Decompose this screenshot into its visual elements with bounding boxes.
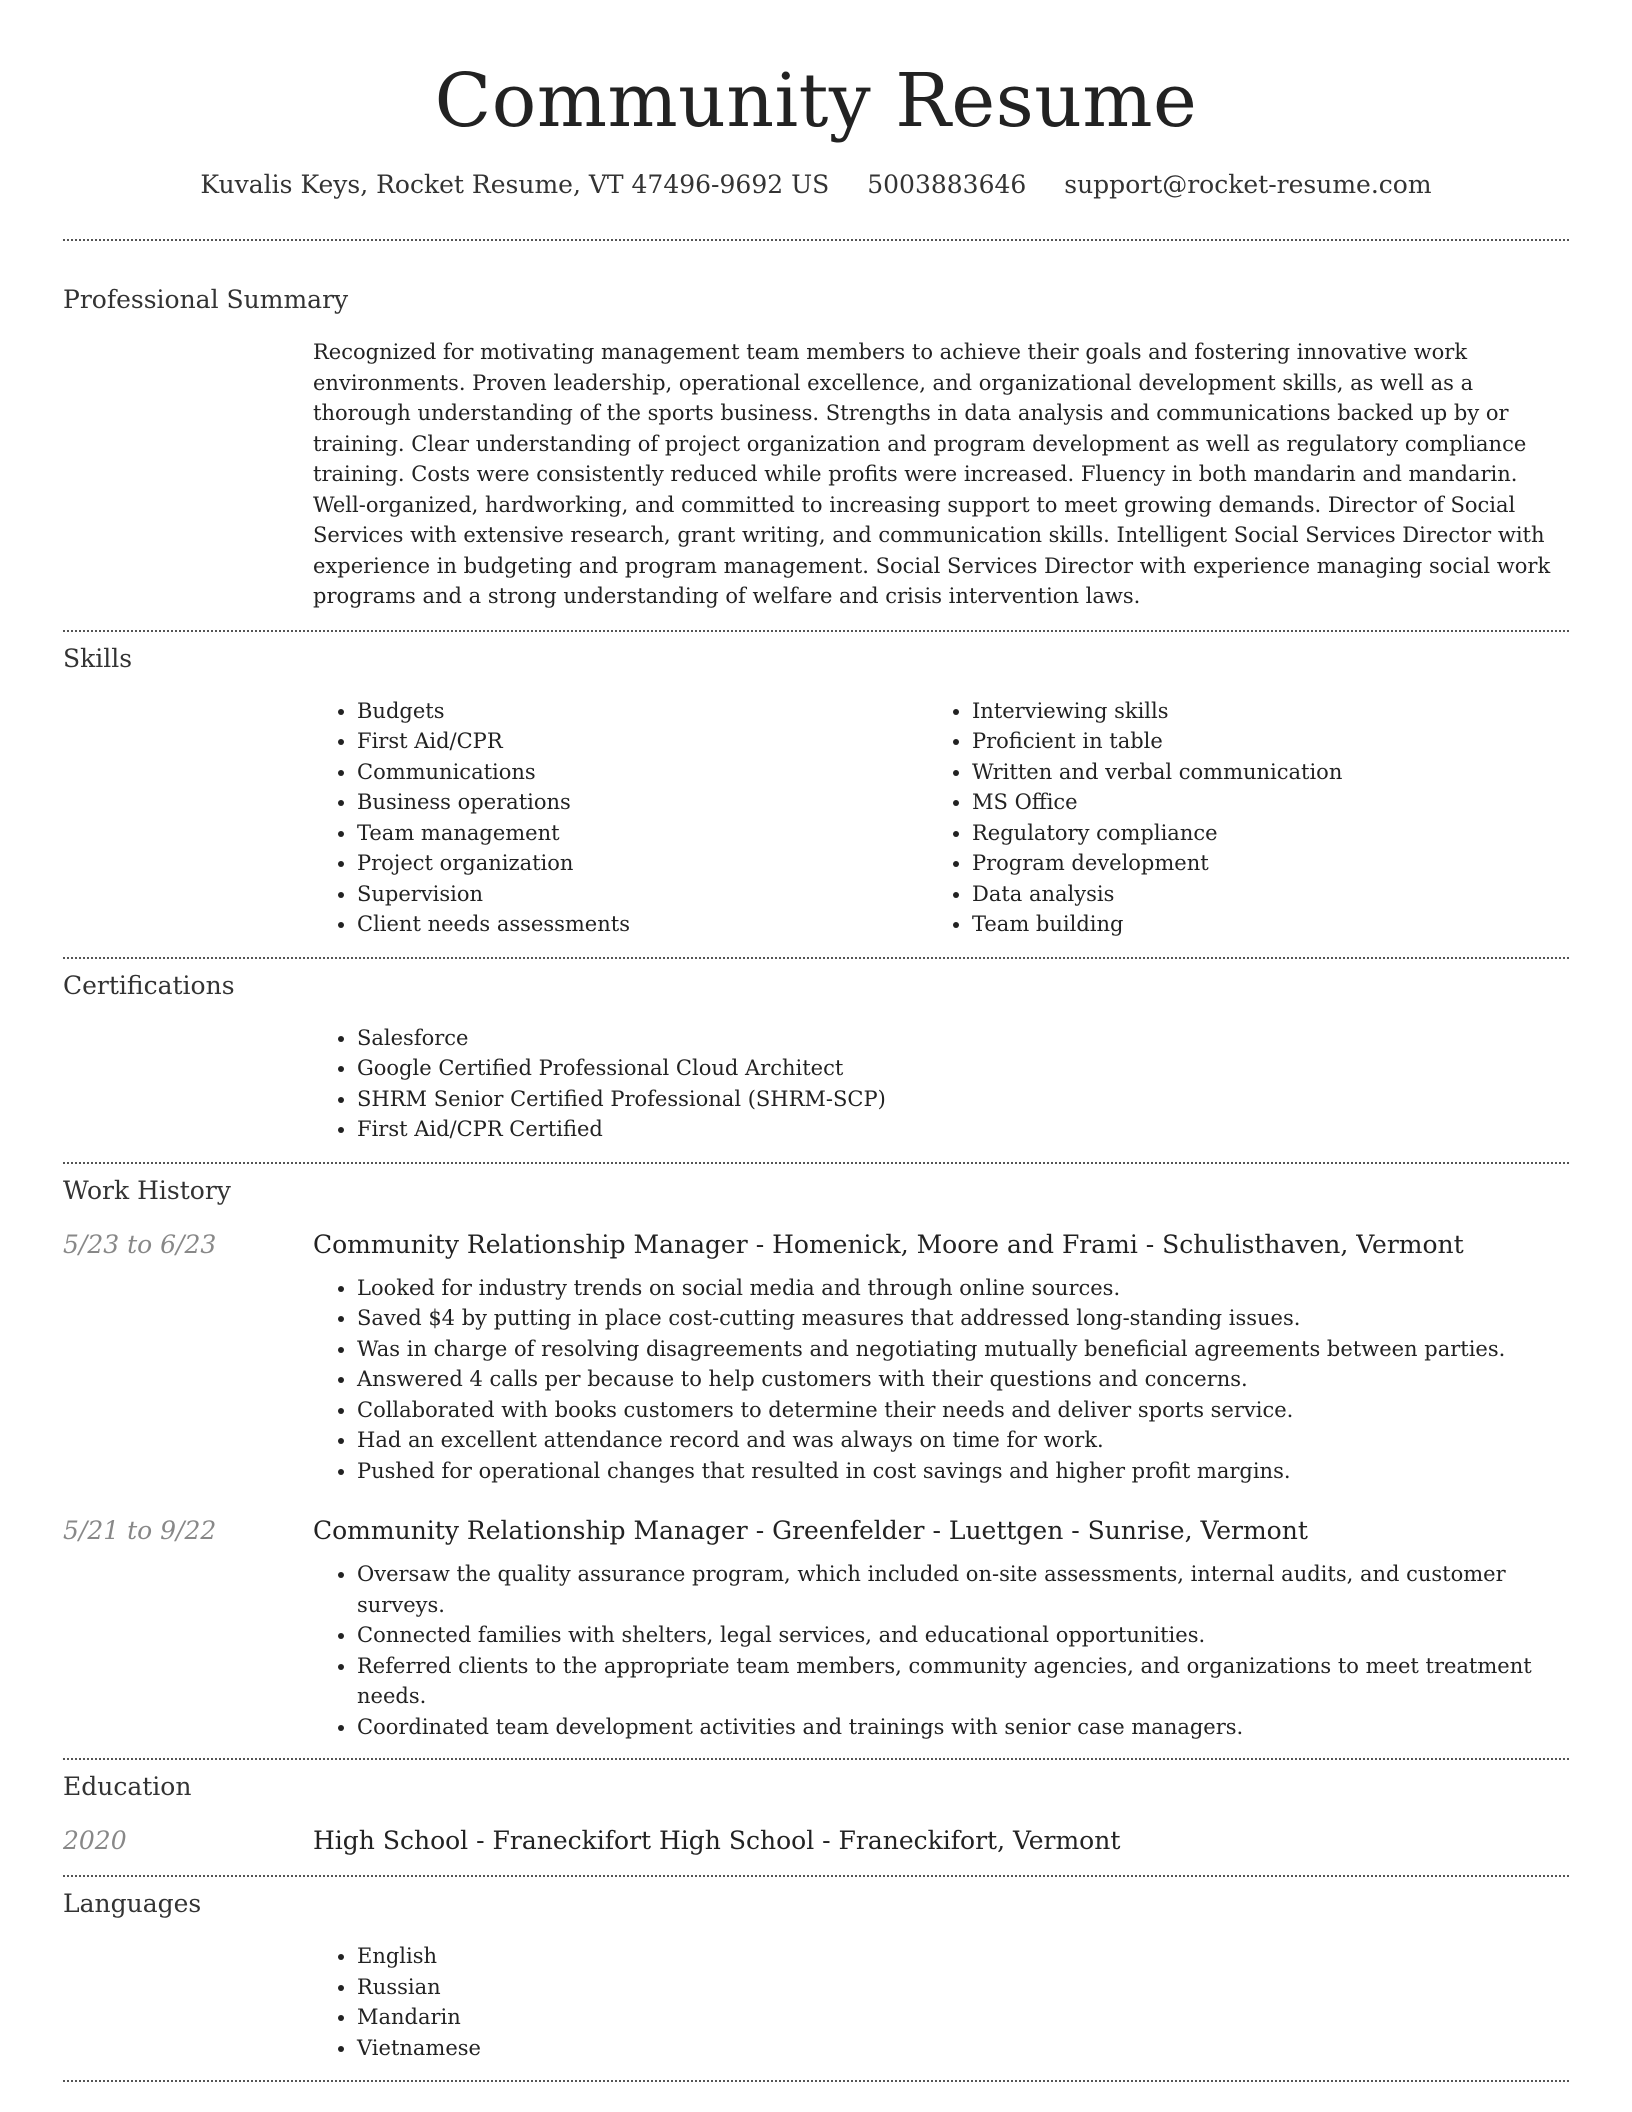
contact-line xyxy=(63,170,1569,199)
section-title-certifications: Certifications xyxy=(63,970,235,1000)
skill-item: • Communications xyxy=(357,757,928,788)
section-title-skills: Skills xyxy=(63,643,133,673)
job-bullet: • Looked for industry trends on social media and through online sources. xyxy=(357,1273,1569,1304)
job-bullet: • Coordinated team development activities and trainings with senior case managers. xyxy=(357,1712,1569,1743)
languages-body xyxy=(313,1941,1569,2080)
language-item: • Mandarin xyxy=(357,2002,1569,2033)
job-bullet: • Had an excellent attendance record and was always on time for work. xyxy=(357,1425,1569,1456)
skills-section xyxy=(63,632,1569,957)
certification-item: • Google Certified Professional Cloud Architect xyxy=(357,1053,1569,1084)
summary-text: Recognized for motivating management team members to achieve their goals and fostering innovative work environments. Proven leadership, operational excellence, and organizational development skills, as well as a thorough understanding of the sports business. Strengths in data analysis and communications backed up by or training. Clear understanding of project organization and program development as well as regulatory compliance training. Costs were consistently reduced while profits were increased. Fluency in both mandarin and mandarin. Well-organized, hardworking, and committed to increasing support to meet growing demands. Director of Social Services with extensive research, grant writing, and communication skills. Intelligent Social Services Director with experience in budgeting and program management. Social Services Director with experience managing social work programs and a strong understanding of welfare and crisis intervention laws. xyxy=(313,340,1551,608)
skill-item: • Data analysis xyxy=(972,879,1543,910)
section-title-languages: Languages xyxy=(63,1889,202,1918)
language-item: • Vietnamese xyxy=(357,2033,1569,2064)
certification-item: • SHRM Senior Certified Professional (SHRM-SCP) xyxy=(357,1084,1569,1115)
section-title-work-history: Work History xyxy=(63,1175,231,1205)
skill-item: • Team management xyxy=(357,818,928,849)
job-bullet: • Was in charge of resolving disagreements and negotiating mutually beneficial agreements between parties. xyxy=(357,1334,1569,1365)
job-bullet: • Referred clients to the appropriate team members, community agencies, and organizations to meet treatment needs. xyxy=(357,1651,1569,1712)
languages-list xyxy=(313,1941,1569,2063)
job-title: Community Relationship Manager - Greenfelder - Luettgen - Sunrise, Vermont xyxy=(313,1516,1308,1545)
job-date: 5/23 to 6/23 xyxy=(63,1229,217,1259)
job-bullets xyxy=(313,1273,1569,1487)
skill-item: • Written and verbal communication xyxy=(972,757,1543,788)
skill-item: • Interviewing skills xyxy=(972,696,1543,727)
education-title: High School - Franeckifort High School - Franeckifort, Vermont xyxy=(313,1826,1121,1855)
job-bullet: • Saved $4 by putting in place cost-cutting measures that addressed long-standing issues. xyxy=(357,1303,1569,1334)
job-bullet-list xyxy=(313,1273,1569,1487)
language-item: • English xyxy=(357,1941,1569,1972)
summary-section xyxy=(63,241,1569,630)
contact-email: support@rocket-resume.com xyxy=(1064,170,1432,199)
section-title-education: Education xyxy=(63,1772,192,1801)
skill-item: • Client needs assessments xyxy=(357,909,928,940)
job-bullet: • Connected families with shelters, legal services, and educational opportunities. xyxy=(357,1620,1569,1651)
job-title: Community Relationship Manager - Homenick, Moore and Frami - Schulisthaven, Vermont xyxy=(313,1229,1464,1259)
job-bullets xyxy=(313,1559,1569,1758)
certification-item: • First Aid/CPR Certified xyxy=(357,1114,1569,1145)
languages-section xyxy=(63,1877,1569,2080)
language-item: • Russian xyxy=(357,1972,1569,2003)
job-header xyxy=(63,1230,1569,1259)
certifications-list xyxy=(313,1023,1569,1145)
skill-item: • Business operations xyxy=(357,787,928,818)
certifications-section xyxy=(63,959,1569,1162)
certification-item: • Salesforce xyxy=(357,1023,1569,1054)
education-section xyxy=(63,1760,1569,1875)
work-history-section xyxy=(63,1164,1569,1759)
section-title-summary: Professional Summary xyxy=(63,285,349,314)
skill-item: • Regulatory compliance xyxy=(972,818,1543,849)
job-bullet: • Oversaw the quality assurance program, which included on-site assessments, internal audits, and customer surveys. xyxy=(357,1559,1569,1620)
job-bullet: • Pushed for operational changes that resulted in cost savings and higher profit margins. xyxy=(357,1456,1569,1487)
contact-address: Kuvalis Keys, Rocket Resume, VT 47496-9692 US xyxy=(200,170,830,199)
skill-item: • MS Office xyxy=(972,787,1543,818)
skill-item: • Project organization xyxy=(357,848,928,879)
contact-phone: 5003883646 xyxy=(867,170,1027,199)
skill-item: • Program development xyxy=(972,848,1543,879)
job-bullet: • Answered 4 calls per because to help customers with their questions and concerns. xyxy=(357,1364,1569,1395)
certifications-body xyxy=(313,1023,1569,1162)
divider xyxy=(63,2080,1569,2082)
skill-item: • Proficient in table xyxy=(972,726,1543,757)
skill-item: • Team building xyxy=(972,909,1543,940)
skill-item: • First Aid/CPR xyxy=(357,726,928,757)
resume-name: Community Resume xyxy=(434,58,1198,144)
job-header xyxy=(63,1516,1569,1545)
skills-columns xyxy=(313,696,1569,957)
education-date: 2020 xyxy=(63,1826,127,1855)
job-bullet-list xyxy=(313,1559,1569,1742)
job-date: 5/21 to 9/22 xyxy=(63,1516,217,1545)
job-bullet: • Collaborated with books customers to determine their needs and deliver sports service. xyxy=(357,1395,1569,1426)
education-entry xyxy=(63,1826,1569,1875)
skill-item: • Budgets xyxy=(357,696,928,727)
skills-list-right xyxy=(928,696,1543,940)
skill-item: • Supervision xyxy=(357,879,928,910)
skills-list-left xyxy=(313,696,928,940)
